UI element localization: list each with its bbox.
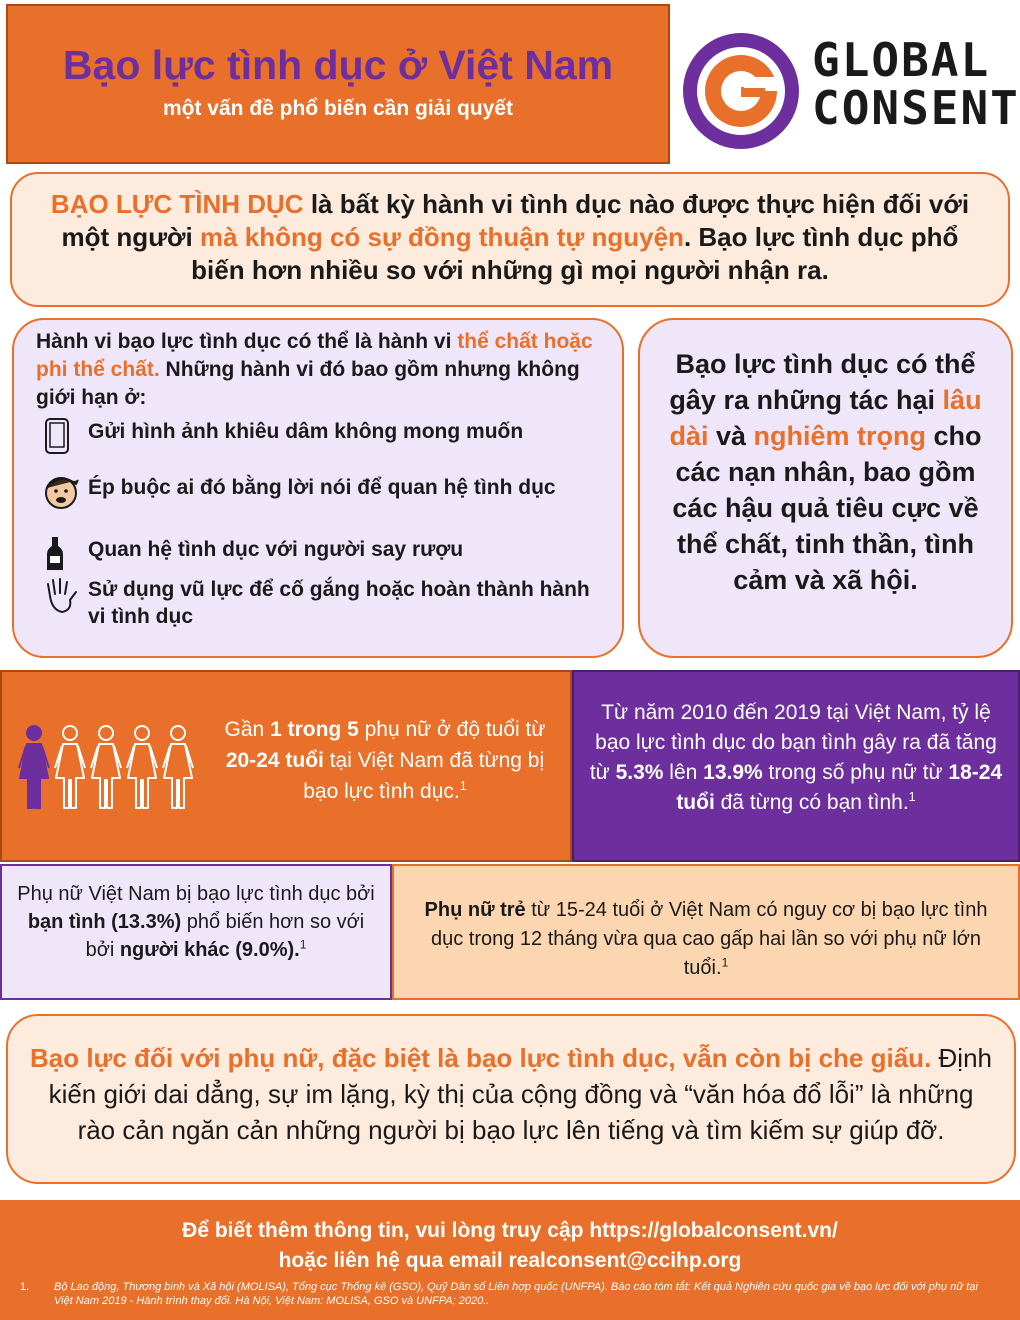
logo-line-2: CONSENT xyxy=(812,81,1020,135)
stat2-bold-3: 18-24 tuổi xyxy=(676,761,1003,814)
behavior-item xyxy=(44,576,598,630)
stat1-footnote-ref: 1 xyxy=(459,779,467,793)
footnote xyxy=(20,1280,995,1308)
behavior-item-text: Gửi hình ảnh khiêu dâm không mong muốn xyxy=(88,420,524,443)
behavior-item-text: Sử dụng vũ lực để cố gắng hoặc hoàn thành hành vi tình dục xyxy=(88,578,590,628)
woman-figure-highlighted xyxy=(19,726,49,808)
hidden-highlight: Bạo lực đối với phụ nữ, đặc biệt là bạo lực tình dục, vẫn còn bị che giấu. xyxy=(29,1043,932,1073)
hidden-text: Định kiến giới dai dẳng, sự im lặng, kỳ thị của cộng đồng và “văn hóa đổ lỗi” là những rào cản ngăn cản những người bị bạo lực lên tiếng và tìm kiếm sự giúp đỡ. xyxy=(48,1043,992,1145)
phone-icon xyxy=(44,418,88,454)
behaviors-intro-highlight: thể chất hoặc phi thể chất. xyxy=(36,330,593,381)
stat1-text-1: Gần xyxy=(224,718,271,741)
woman-figure xyxy=(55,726,85,808)
stat2-bold-2: 13.9% xyxy=(703,761,763,784)
stat3-bold-2: người khác (9.0%). xyxy=(119,939,300,961)
behavior-item-text: Quan hệ tình dục với người say rượu xyxy=(88,538,464,561)
stat2-bold-1: 5.3% xyxy=(615,761,664,784)
hidden-violence-box xyxy=(6,1014,1016,1184)
woman-figure xyxy=(91,726,121,808)
stat4-footnote-ref: 1 xyxy=(721,955,729,970)
stat2-text-1: Từ năm 2010 đến 2019 tại Việt Nam, tỷ lệ bạo lực tình dục do bạn tình gây ra đã tăng từ xyxy=(589,701,997,784)
harm-text-2: và xyxy=(708,421,754,451)
stat-one-in-five xyxy=(0,670,572,862)
behaviors-intro-text-2: Những hành vi đó bao gồm nhưng không giới hạn ở: xyxy=(36,358,580,409)
woman-figure xyxy=(127,726,157,808)
stat-partner-vs-other xyxy=(0,864,392,1000)
behaviors-intro-text-1: Hành vi bạo lực tình dục có thể là hành vi xyxy=(36,330,458,353)
behaviors-intro xyxy=(36,328,606,412)
definition-text-1: là bất kỳ hành vi tình dục nào được thực hiện đối với một người xyxy=(61,189,970,252)
definition-box xyxy=(10,172,1010,307)
stat3-text-1: Phụ nữ Việt Nam bị bạo lực tình dục bởi xyxy=(17,883,375,905)
stat3-bold-1: bạn tình (13.3%) xyxy=(27,911,182,933)
definition-text-2: . Bạo lực tình dục phổ biến hơn nhiều so với những gì mọi người nhận ra. xyxy=(191,222,959,285)
shouting-face-icon xyxy=(44,474,88,510)
stat2-text-3: trong số phụ nữ từ xyxy=(762,761,949,784)
hand-icon xyxy=(44,576,88,616)
footer xyxy=(0,1200,1020,1320)
stat3-text-2: phổ biến hơn so với bởi xyxy=(85,911,365,961)
page-title: Bạo lực tình dục ở Việt Nam xyxy=(62,42,614,88)
global-consent-logo xyxy=(680,30,1020,155)
stat-young-women-risk xyxy=(392,864,1020,1000)
footnote-text: Bộ Lao động, Thương binh và Xã hội (MOLISA), Tổng cục Thống kê (GSO), Quỹ Dân số Liên hợp quốc (UNFPA). Báo cáo tóm tắt: Kết quả Nghiên cứu quốc gia về bạo lực đối với phụ nữ tại Việt Nam 2019 - Hành trình thay đổi. Hà Nội, Việt Nam: MOLISA, GSO và UNFPA; 2020.. xyxy=(54,1281,978,1307)
footer-contact xyxy=(0,1216,1020,1276)
harm-text-1: Bạo lực tình dục có thể gây ra những tác hại xyxy=(669,349,976,415)
stat1-text-3: tại Việt Nam đã từng bị bạo lực tình dục. xyxy=(303,749,545,803)
logo-line-1: GLOBAL xyxy=(812,33,991,87)
stat4-bold-1: Phụ nữ trẻ xyxy=(424,899,526,921)
harm-text-3: cho các nạn nhân, bao gồm các hậu quả tiêu cực về thể chất, tinh thần, tình cảm và xã hội. xyxy=(672,421,982,595)
definition-highlight: mà không có sự đồng thuận tự nguyện xyxy=(199,222,684,252)
stat1-text xyxy=(220,714,550,807)
behavior-item xyxy=(44,418,598,454)
harm-box xyxy=(638,318,1013,658)
stat2-text-4: đã từng có bạn tình. xyxy=(714,791,909,814)
harm-highlight-1: lâu dài xyxy=(669,385,982,451)
harm-highlight-2: nghiêm trọng xyxy=(753,421,927,451)
stat1-bold-1: 1 trong 5 xyxy=(270,718,359,741)
behavior-item xyxy=(44,474,598,510)
logo-wordmark xyxy=(812,33,1020,135)
bottle-icon xyxy=(44,536,88,572)
stat2-footnote-ref: 1 xyxy=(908,790,916,804)
global-consent-g-logo-icon xyxy=(680,30,802,152)
footer-email-line: hoặc liên hệ qua email realconsent@ccihp.org xyxy=(278,1249,742,1272)
footnote-number: 1. xyxy=(20,1281,30,1293)
footer-website-line: Để biết thêm thông tin, vui lòng truy cập https://globalconsent.vn/ xyxy=(182,1219,838,1242)
behavior-item-text: Ép buộc ai đó bằng lời nói để quan hệ tình dục xyxy=(88,476,556,499)
header-banner xyxy=(6,4,670,164)
stat-partner-violence-trend xyxy=(572,670,1020,862)
stat1-bold-2: 20-24 tuổi xyxy=(225,749,324,772)
woman-figure xyxy=(163,726,193,808)
definition-term: BẠO LỰC TÌNH DỤC xyxy=(50,189,304,219)
stat2-text-2: lên xyxy=(663,761,704,784)
stat1-text-2: phụ nữ ở độ tuổi từ xyxy=(358,718,546,741)
page-subtitle: một vấn đề phổ biến cần giải quyết xyxy=(162,97,514,120)
stat4-text-1: từ 15-24 tuổi ở Việt Nam có nguy cơ bị bạo lực tình dục trong 12 tháng vừa qua cao gấp hai lần so với phụ nữ lớn tuổi. xyxy=(430,899,988,979)
behaviors-box xyxy=(12,318,624,658)
stat3-footnote-ref: 1 xyxy=(299,937,307,952)
women-figures-icon xyxy=(16,724,196,810)
behavior-item xyxy=(44,536,598,572)
